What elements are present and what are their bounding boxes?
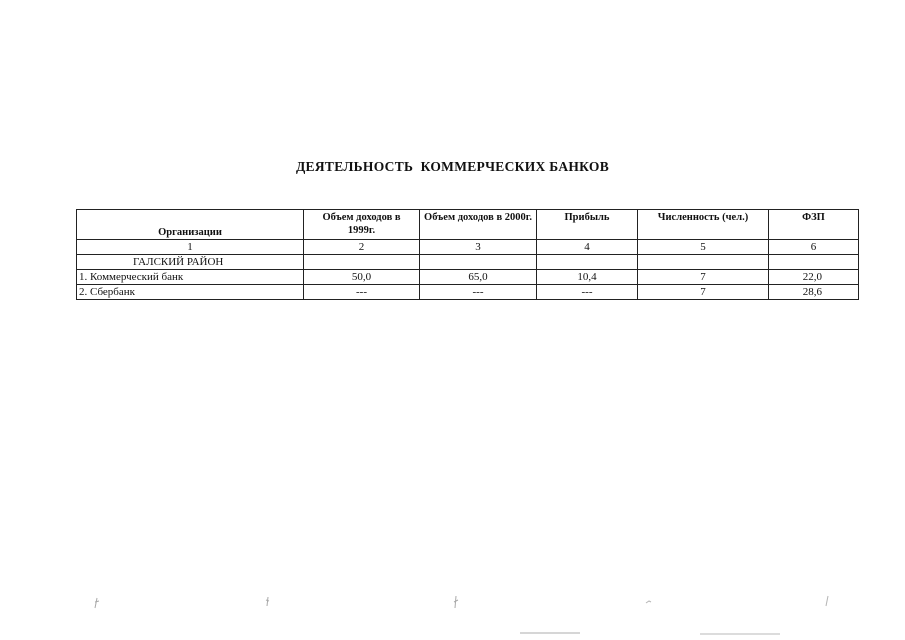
scan-smudge xyxy=(700,633,780,635)
page-title: ДЕЯТЕЛЬНОСТЬ КОММЕРЧЕСКИХ БАНКОВ xyxy=(295,159,610,174)
region-label: ГАЛСКИЙ РАЙОН xyxy=(77,255,304,270)
fzp-value: 28,6 xyxy=(769,285,859,300)
profit-value: --- xyxy=(537,285,638,300)
header-organizations: Организации xyxy=(77,210,304,240)
empty-cell xyxy=(420,255,537,270)
column-number: 2 xyxy=(304,240,420,255)
header-income-1999: Объем доходов в 1999г. xyxy=(304,210,420,240)
column-number: 3 xyxy=(420,240,537,255)
scan-smudge xyxy=(520,632,580,634)
staff-value: 7 xyxy=(638,270,769,285)
empty-cell xyxy=(769,255,859,270)
header-profit: Прибыль xyxy=(537,210,638,240)
scan-mark xyxy=(826,596,828,606)
header-fzp: ФЗП xyxy=(769,210,859,240)
empty-cell xyxy=(304,255,420,270)
header-staff: Численность (чел.) xyxy=(638,210,769,240)
scan-mark xyxy=(266,597,269,606)
column-number: 4 xyxy=(537,240,638,255)
org-name: 2. Сбербанк xyxy=(77,285,304,300)
header-row xyxy=(77,210,859,240)
empty-cell xyxy=(537,255,638,270)
income-1999-value: --- xyxy=(304,285,420,300)
scan-mark xyxy=(646,601,651,603)
income-1999-value: 50,0 xyxy=(304,270,420,285)
empty-cell xyxy=(638,255,769,270)
income-2000-value: 65,0 xyxy=(420,270,537,285)
income-2000-value: --- xyxy=(420,285,537,300)
column-number: 6 xyxy=(769,240,859,255)
column-number-row xyxy=(77,240,859,255)
column-number: 1 xyxy=(77,240,304,255)
scan-mark xyxy=(454,596,458,608)
profit-value: 10,4 xyxy=(537,270,638,285)
region-row xyxy=(77,255,859,270)
staff-value: 7 xyxy=(638,285,769,300)
table-row xyxy=(77,270,859,285)
header-income-2000: Объем доходов в 2000г. xyxy=(420,210,537,240)
org-name: 1. Коммерческий банк xyxy=(77,270,304,285)
scan-mark xyxy=(95,598,99,608)
table-row xyxy=(77,285,859,300)
fzp-value: 22,0 xyxy=(769,270,859,285)
banks-table xyxy=(76,209,859,300)
column-number: 5 xyxy=(638,240,769,255)
